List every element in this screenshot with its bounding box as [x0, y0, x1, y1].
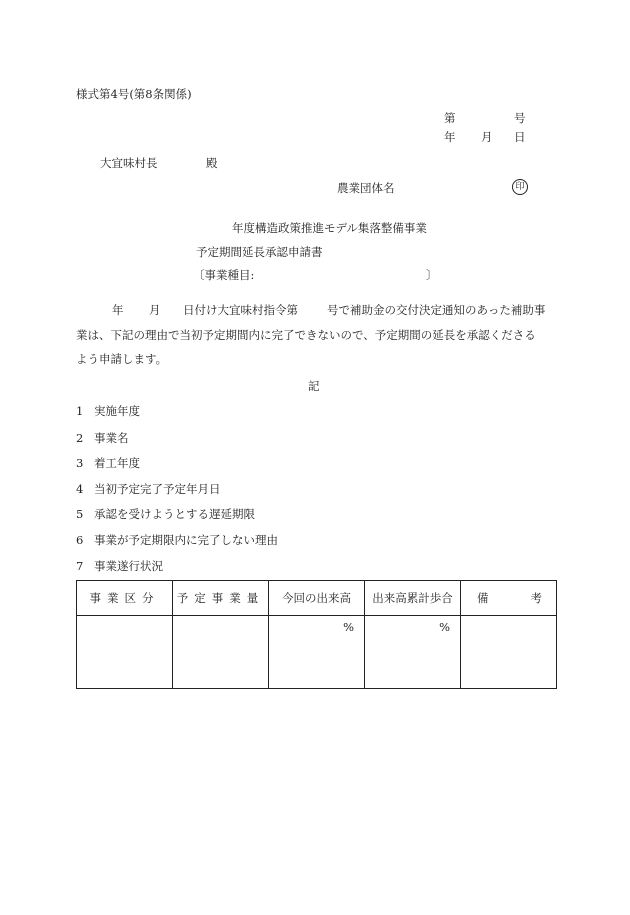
body-line1-mid: 日付け大宜味村指令第 — [183, 303, 298, 317]
header-yotei-jigyoryo: 予定事業量 — [173, 581, 269, 616]
ki-heading: 記 — [308, 379, 320, 393]
doc-number-prefix: 第 — [444, 111, 456, 125]
body-month: 月 — [149, 303, 161, 317]
list-item: 4 当初予定完了予定年月日 — [76, 482, 221, 496]
header-ruikei-buai: 出来高累計歩合 — [365, 581, 461, 616]
table-header-row — [77, 581, 557, 616]
doc-title-line3-close: 〕 — [426, 268, 438, 282]
date-year: 年 — [444, 130, 456, 144]
header-konkai-dekidaka: 今回の出来高 — [269, 581, 365, 616]
list-item: 2 事業名 — [76, 431, 129, 445]
list-item: 6 事業が予定期限内に完了しない理由 — [76, 533, 278, 547]
addressee-name: 大宜味村長 — [100, 156, 158, 170]
body-line2: 業は、下記の理由で当初予定期間内に完了できないので、予定期間の延長を承認くださる — [76, 328, 536, 342]
body-line1-end: 号で補助金の交付決定通知のあった補助事 — [327, 303, 546, 317]
progress-table — [76, 580, 557, 689]
applicant-label: 農業団体名 — [337, 181, 395, 195]
addressee-honorific: 殿 — [206, 156, 218, 170]
table-row — [77, 616, 557, 689]
cell-jigyo-kubun — [77, 616, 173, 689]
cell-yotei-jigyoryo — [173, 616, 269, 689]
doc-title-line3-open: 〔事業種目: — [193, 268, 255, 282]
cell-konkai-dekidaka: % — [269, 616, 365, 689]
form-number: 様式第4号(第8条関係) — [76, 87, 192, 101]
header-remarks: 備 考 — [461, 581, 557, 616]
cell-remarks — [461, 616, 557, 689]
date-day: 日 — [514, 130, 526, 144]
doc-title-line1: 年度構造政策推進モデル集落整備事業 — [232, 221, 427, 235]
body-line3: よう申請します。 — [76, 352, 168, 366]
doc-number-suffix: 号 — [514, 111, 526, 125]
date-month: 月 — [481, 130, 493, 144]
list-item: 7 事業遂行状況 — [76, 559, 163, 573]
list-item: 5 承認を受けようとする遅延期限 — [76, 507, 255, 521]
list-item: 1 実施年度 — [76, 404, 140, 418]
list-item: 3 着工年度 — [76, 456, 140, 470]
seal-mark: 印 — [512, 179, 528, 195]
doc-title-line2: 予定期間延長承認申請書 — [196, 245, 323, 259]
body-year: 年 — [112, 303, 124, 317]
header-jigyo-kubun: 事業区分 — [77, 581, 173, 616]
cell-ruikei-buai: % — [365, 616, 461, 689]
